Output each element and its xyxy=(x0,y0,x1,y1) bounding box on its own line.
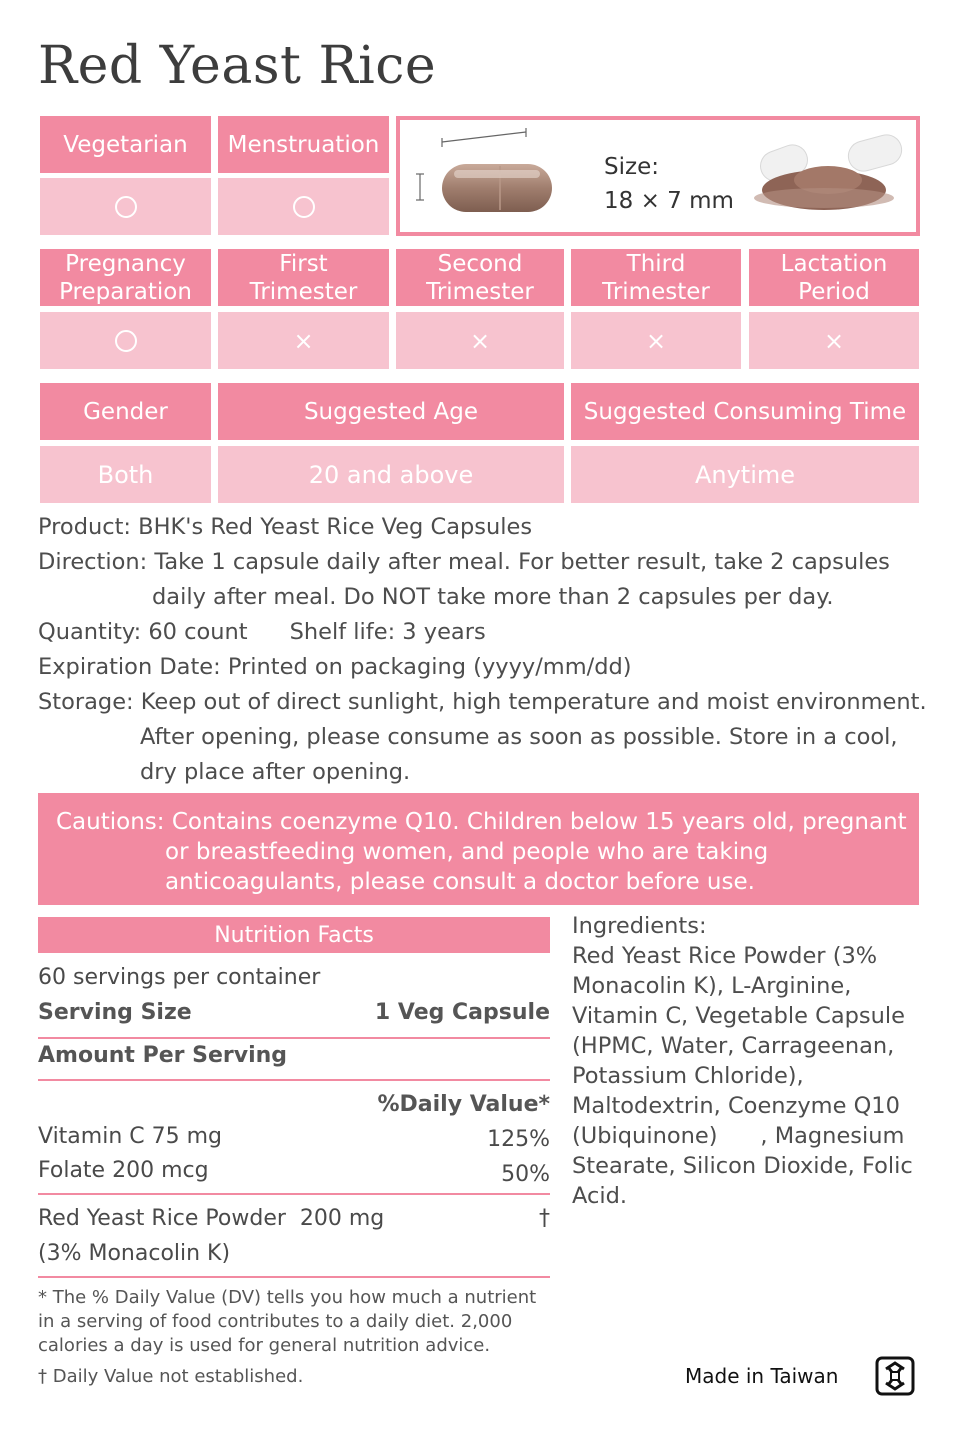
cross-icon: × xyxy=(293,326,314,355)
size-label: Size: xyxy=(604,154,659,180)
folate-row: Folate 200 mcg xyxy=(38,1158,209,1183)
storage-line-3: dry place after opening. xyxy=(140,759,411,785)
caution-box xyxy=(38,793,919,905)
powder-capsule-image xyxy=(736,128,916,228)
suggested-age-value xyxy=(218,446,564,503)
red-yeast-rice-dv: † xyxy=(539,1206,550,1231)
value-label: 20 and above xyxy=(308,460,474,489)
ingredients-text: Red Yeast Rice Powder (3% Monacolin K), L-Arginine, Vitamin C, Vegetable Capsule (HPMC, Water, Carrageenan, Potassium Chloride), Maltodextrin, Coenzyme Q10 (Ubiquinone) , Magnesium Stearate, Silicon Dioxide, Folic Acid. xyxy=(572,943,920,1209)
page-title: Red Yeast Rice xyxy=(38,36,437,96)
divider xyxy=(38,1193,550,1195)
header-label: First Trimester xyxy=(249,250,358,305)
divider xyxy=(38,1079,550,1081)
caution-line-3: anticoagulants, please consult a doctor before use. xyxy=(165,869,755,895)
cross-icon: × xyxy=(645,326,667,355)
header-label: Gender xyxy=(83,398,168,425)
circle-icon xyxy=(115,196,137,218)
gender-header xyxy=(40,383,211,440)
caution-line-1: Cautions: Contains coenzyme Q10. Children below 15 years old, pregnant xyxy=(56,809,907,835)
vegetarian-header xyxy=(40,116,211,173)
third-trimester-header xyxy=(571,249,741,306)
direction-line-1: Direction: Take 1 capsule daily after meal. For better result, take 2 capsules xyxy=(38,549,890,575)
header-label: Second Trimester xyxy=(426,250,534,305)
lactation-period-header xyxy=(749,249,919,306)
vitamin-c-row: Vitamin C 75 mg xyxy=(38,1124,223,1149)
pregnancy-preparation-header xyxy=(40,249,211,306)
red-yeast-rice-sub: (3% Monacolin K) xyxy=(38,1241,231,1266)
serving-size-value: 1 Veg Capsule xyxy=(374,1000,550,1025)
capsule-image xyxy=(404,120,574,232)
storage-line-2: After opening, please consume as soon as possible. Store in a cool, xyxy=(140,724,898,750)
first-trimester-header xyxy=(218,249,389,306)
header-label: Suggested Age xyxy=(303,398,479,425)
size-text xyxy=(604,150,734,218)
quantity: Quantity: 60 count xyxy=(38,619,248,645)
header-label: Third Trimester xyxy=(602,250,710,305)
menstruation-header-label: Menstruation xyxy=(227,131,380,158)
third-trimester-value xyxy=(571,312,741,369)
capsule-size-box xyxy=(396,116,920,236)
serving-size-label: Serving Size xyxy=(38,1000,192,1025)
ingredients xyxy=(572,911,924,1211)
expiration-line: Expiration Date: Printed on packaging (yyyy/mm/dd) xyxy=(38,654,632,680)
header-label: Suggested Consuming Time xyxy=(583,398,907,425)
circle-icon xyxy=(115,330,137,352)
size-value: 18 × 7 mm xyxy=(604,188,734,214)
value-label: Anytime xyxy=(694,460,796,489)
product-line: Product: BHK's Red Yeast Rice Veg Capsules xyxy=(38,514,533,540)
direction-line-2: daily after meal. Do NOT take more than 2 capsules per day. xyxy=(152,584,834,610)
lactation-period-value xyxy=(749,312,919,369)
made-in-label: Made in Taiwan xyxy=(685,1364,839,1388)
menstruation-value xyxy=(218,178,389,235)
folate-dv: 50% xyxy=(501,1162,550,1187)
dagger-note: † Daily Value not established. xyxy=(38,1366,304,1387)
pregnancy-preparation-value xyxy=(40,312,211,369)
divider xyxy=(38,1037,550,1039)
nutrition-facts-heading xyxy=(38,917,550,953)
second-trimester-value xyxy=(396,312,564,369)
suggested-age-header xyxy=(218,383,564,440)
value-label: Both xyxy=(97,460,154,489)
cross-icon: × xyxy=(823,326,845,355)
caution-line-2: or breastfeeding women, and people who are taking xyxy=(165,839,769,865)
suggested-consuming-time-header xyxy=(571,383,919,440)
gender-value xyxy=(40,446,211,503)
storage-line-1: Storage: Keep out of direct sunlight, high temperature and moist environment. xyxy=(38,689,927,715)
shelf-life: Shelf life: 3 years xyxy=(289,619,486,645)
quantity-line xyxy=(38,615,928,650)
recycle-icon xyxy=(874,1355,916,1397)
header-label: Pregnancy Preparation xyxy=(59,250,192,305)
vegetarian-header-label: Vegetarian xyxy=(63,131,188,158)
suggested-consuming-time-value xyxy=(571,446,919,503)
cross-icon: × xyxy=(469,326,491,355)
circle-icon xyxy=(293,196,315,218)
amount-per-serving: Amount Per Serving xyxy=(38,1043,288,1068)
servings-per-container: 60 servings per container xyxy=(38,965,321,990)
ingredients-heading: Ingredients: xyxy=(572,913,707,939)
nutrition-facts-label: Nutrition Facts xyxy=(214,922,374,948)
daily-value-header: %Daily Value* xyxy=(377,1092,550,1117)
daily-value-footnote: * The % Daily Value (DV) tells you how much a nutrient in a serving of food contributes to a daily diet. 2,000 calories a day is used for general nutrition advice. xyxy=(38,1287,537,1356)
menstruation-header xyxy=(218,116,389,173)
header-label: Lactation Period xyxy=(780,250,888,305)
first-trimester-value xyxy=(218,312,389,369)
second-trimester-header xyxy=(396,249,564,306)
product-info xyxy=(38,510,928,790)
red-yeast-rice-row: Red Yeast Rice Powder 200 mg xyxy=(38,1206,385,1231)
vegetarian-value xyxy=(40,178,211,235)
divider xyxy=(38,1276,550,1278)
vitamin-c-dv: 125% xyxy=(487,1127,550,1152)
